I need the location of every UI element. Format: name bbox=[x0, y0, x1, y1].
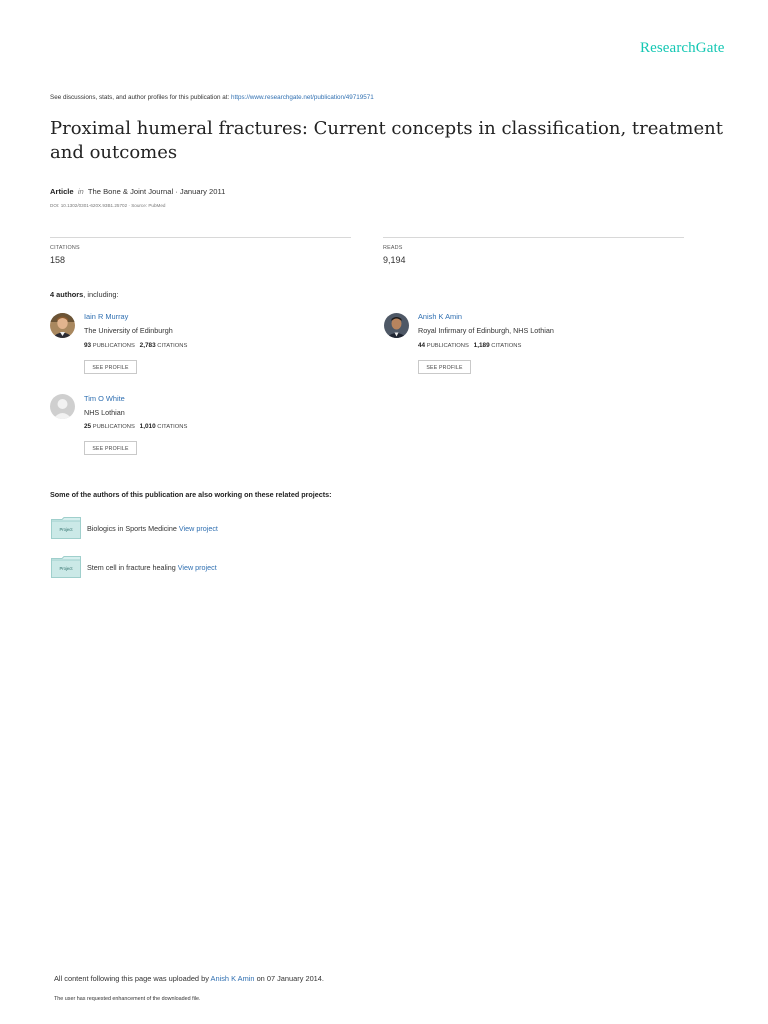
discussions-line bbox=[50, 94, 374, 101]
enhancement-note: The user has requested enhancement of the downloaded file. bbox=[54, 996, 201, 1002]
authors-heading bbox=[50, 290, 119, 299]
author-name-link[interactable]: Iain R Murray bbox=[84, 312, 129, 321]
avatar-iain-murray[interactable] bbox=[50, 313, 75, 338]
author-name-link[interactable]: Anish K Amin bbox=[418, 312, 462, 321]
in-label: in bbox=[77, 187, 84, 196]
author-publications-label: PUBLICATIONS bbox=[92, 424, 135, 430]
view-project-link[interactable]: View project bbox=[177, 563, 217, 572]
project-icon-label: Project bbox=[59, 527, 73, 532]
see-profile-button[interactable]: SEE PROFILE bbox=[84, 441, 137, 455]
reads-label: READS bbox=[383, 245, 403, 251]
author-stats bbox=[84, 423, 187, 430]
author-citations-count: 1,189 bbox=[473, 342, 490, 349]
related-project-item bbox=[87, 563, 217, 572]
publication-title: Proximal humeral fractures: Current concepts in classification, treatment and outcomes bbox=[50, 118, 723, 163]
author-citations-label: CITATIONS bbox=[491, 343, 522, 349]
related-project-item bbox=[87, 524, 218, 533]
author-institution: NHS Lothian bbox=[84, 408, 125, 417]
publication-meta bbox=[50, 187, 225, 196]
author-institution: Royal Infirmary of Edinburgh, NHS Lothian bbox=[418, 326, 554, 335]
authors-count: 4 authors bbox=[50, 290, 84, 299]
uploader-link[interactable]: Anish K Amin bbox=[210, 974, 255, 983]
avatar-placeholder-icon[interactable] bbox=[50, 394, 75, 419]
author-stats bbox=[418, 342, 521, 349]
see-profile-button[interactable]: SEE PROFILE bbox=[84, 360, 137, 374]
author-publications-label: PUBLICATIONS bbox=[426, 343, 469, 349]
author-institution: The University of Edinburgh bbox=[84, 326, 173, 335]
citations-value: 158 bbox=[50, 255, 66, 265]
researchgate-logo[interactable]: ResearchGate bbox=[640, 40, 725, 56]
project-name: Biologics in Sports Medicine bbox=[87, 524, 179, 533]
upload-note bbox=[54, 974, 324, 983]
publication-url-link[interactable]: https://www.researchgate.net/publication/49719571 bbox=[230, 94, 374, 101]
upload-prefix: All content following this page was uploaded by bbox=[54, 974, 211, 983]
author-publications-count: 25 bbox=[84, 423, 92, 430]
author-citations-count: 1,010 bbox=[139, 423, 156, 430]
project-name: Stem cell in fracture healing bbox=[87, 563, 178, 572]
see-profile-button[interactable]: SEE PROFILE bbox=[418, 360, 471, 374]
project-folder-icon bbox=[51, 517, 81, 539]
publication-type: Article bbox=[50, 187, 74, 196]
authors-suffix: , including: bbox=[83, 290, 119, 299]
author-publications-count: 44 bbox=[418, 342, 426, 349]
discussions-text: See discussions, stats, and author profiles for this publication at: bbox=[50, 94, 231, 101]
citations-label: CITATIONS bbox=[50, 245, 80, 251]
view-project-link[interactable]: View project bbox=[178, 524, 218, 533]
author-citations-count: 2,783 bbox=[139, 342, 156, 349]
author-publications-label: PUBLICATIONS bbox=[92, 343, 135, 349]
author-stats bbox=[84, 342, 187, 349]
reads-divider bbox=[383, 237, 684, 238]
author-citations-label: CITATIONS bbox=[157, 424, 188, 430]
doi-line: DOI: 10.1302/0301-620X.93B1.25702 · Source: PubMed bbox=[50, 203, 166, 208]
author-publications-count: 93 bbox=[84, 342, 92, 349]
author-name-link[interactable]: Tim O White bbox=[84, 394, 125, 403]
project-icon-label: Project bbox=[59, 566, 73, 571]
reads-value: 9,194 bbox=[383, 255, 406, 265]
upload-suffix: on 07 January 2014. bbox=[254, 974, 324, 983]
project-folder-icon bbox=[51, 556, 81, 578]
journal-date: The Bone & Joint Journal · January 2011 bbox=[87, 187, 226, 196]
author-citations-label: CITATIONS bbox=[157, 343, 188, 349]
related-projects-heading: Some of the authors of this publication are also working on these related projects: bbox=[50, 490, 332, 499]
citations-divider bbox=[50, 237, 351, 238]
avatar-anish-amin[interactable] bbox=[384, 313, 409, 338]
